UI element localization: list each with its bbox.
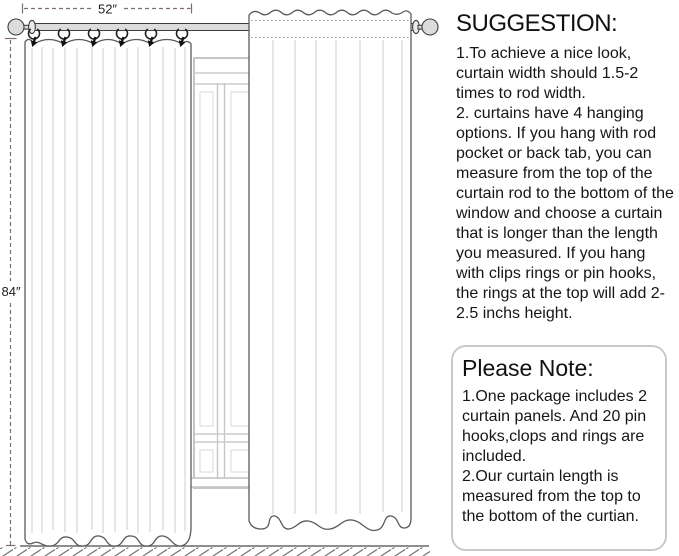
suggestion-item-2: 2. curtains have 4 hanging options. If you hang with rod pocket or back tab, you can measure from the top of the curtain rod to the bottom of the window and choose a curtain that is longer than the length you measured. If you hang with clips rings or pin hooks, the rings at the top will add 2-2.5 inchs height. [456, 105, 674, 322]
note-item-1: 1.One package includes 2 curtain panels. And 20 pin hooks,clops and rings are included. [462, 388, 648, 465]
suggestion-title: SUGGESTION: [456, 10, 618, 37]
rod-finial-left [8, 19, 24, 35]
floor-hatching [0, 548, 430, 556]
note-box [451, 345, 667, 551]
left-curtain-panel [25, 39, 191, 546]
rod-width-label: 52″ [97, 1, 118, 17]
suggestion-section [456, 10, 677, 324]
right-curtain-panel [249, 10, 411, 530]
floor [0, 546, 430, 556]
curtain-length-label: 84″ [1, 284, 21, 299]
note-item-2: 2.Our curtain length is measured from the top to the bottom of the curtian. [462, 468, 641, 525]
rod-finial-right [422, 19, 438, 35]
note-title: Please Note: [462, 355, 594, 381]
suggestion-item-1: 1.To achieve a nice look, curtain width should 1.5-2 times to rod width. [456, 45, 639, 102]
